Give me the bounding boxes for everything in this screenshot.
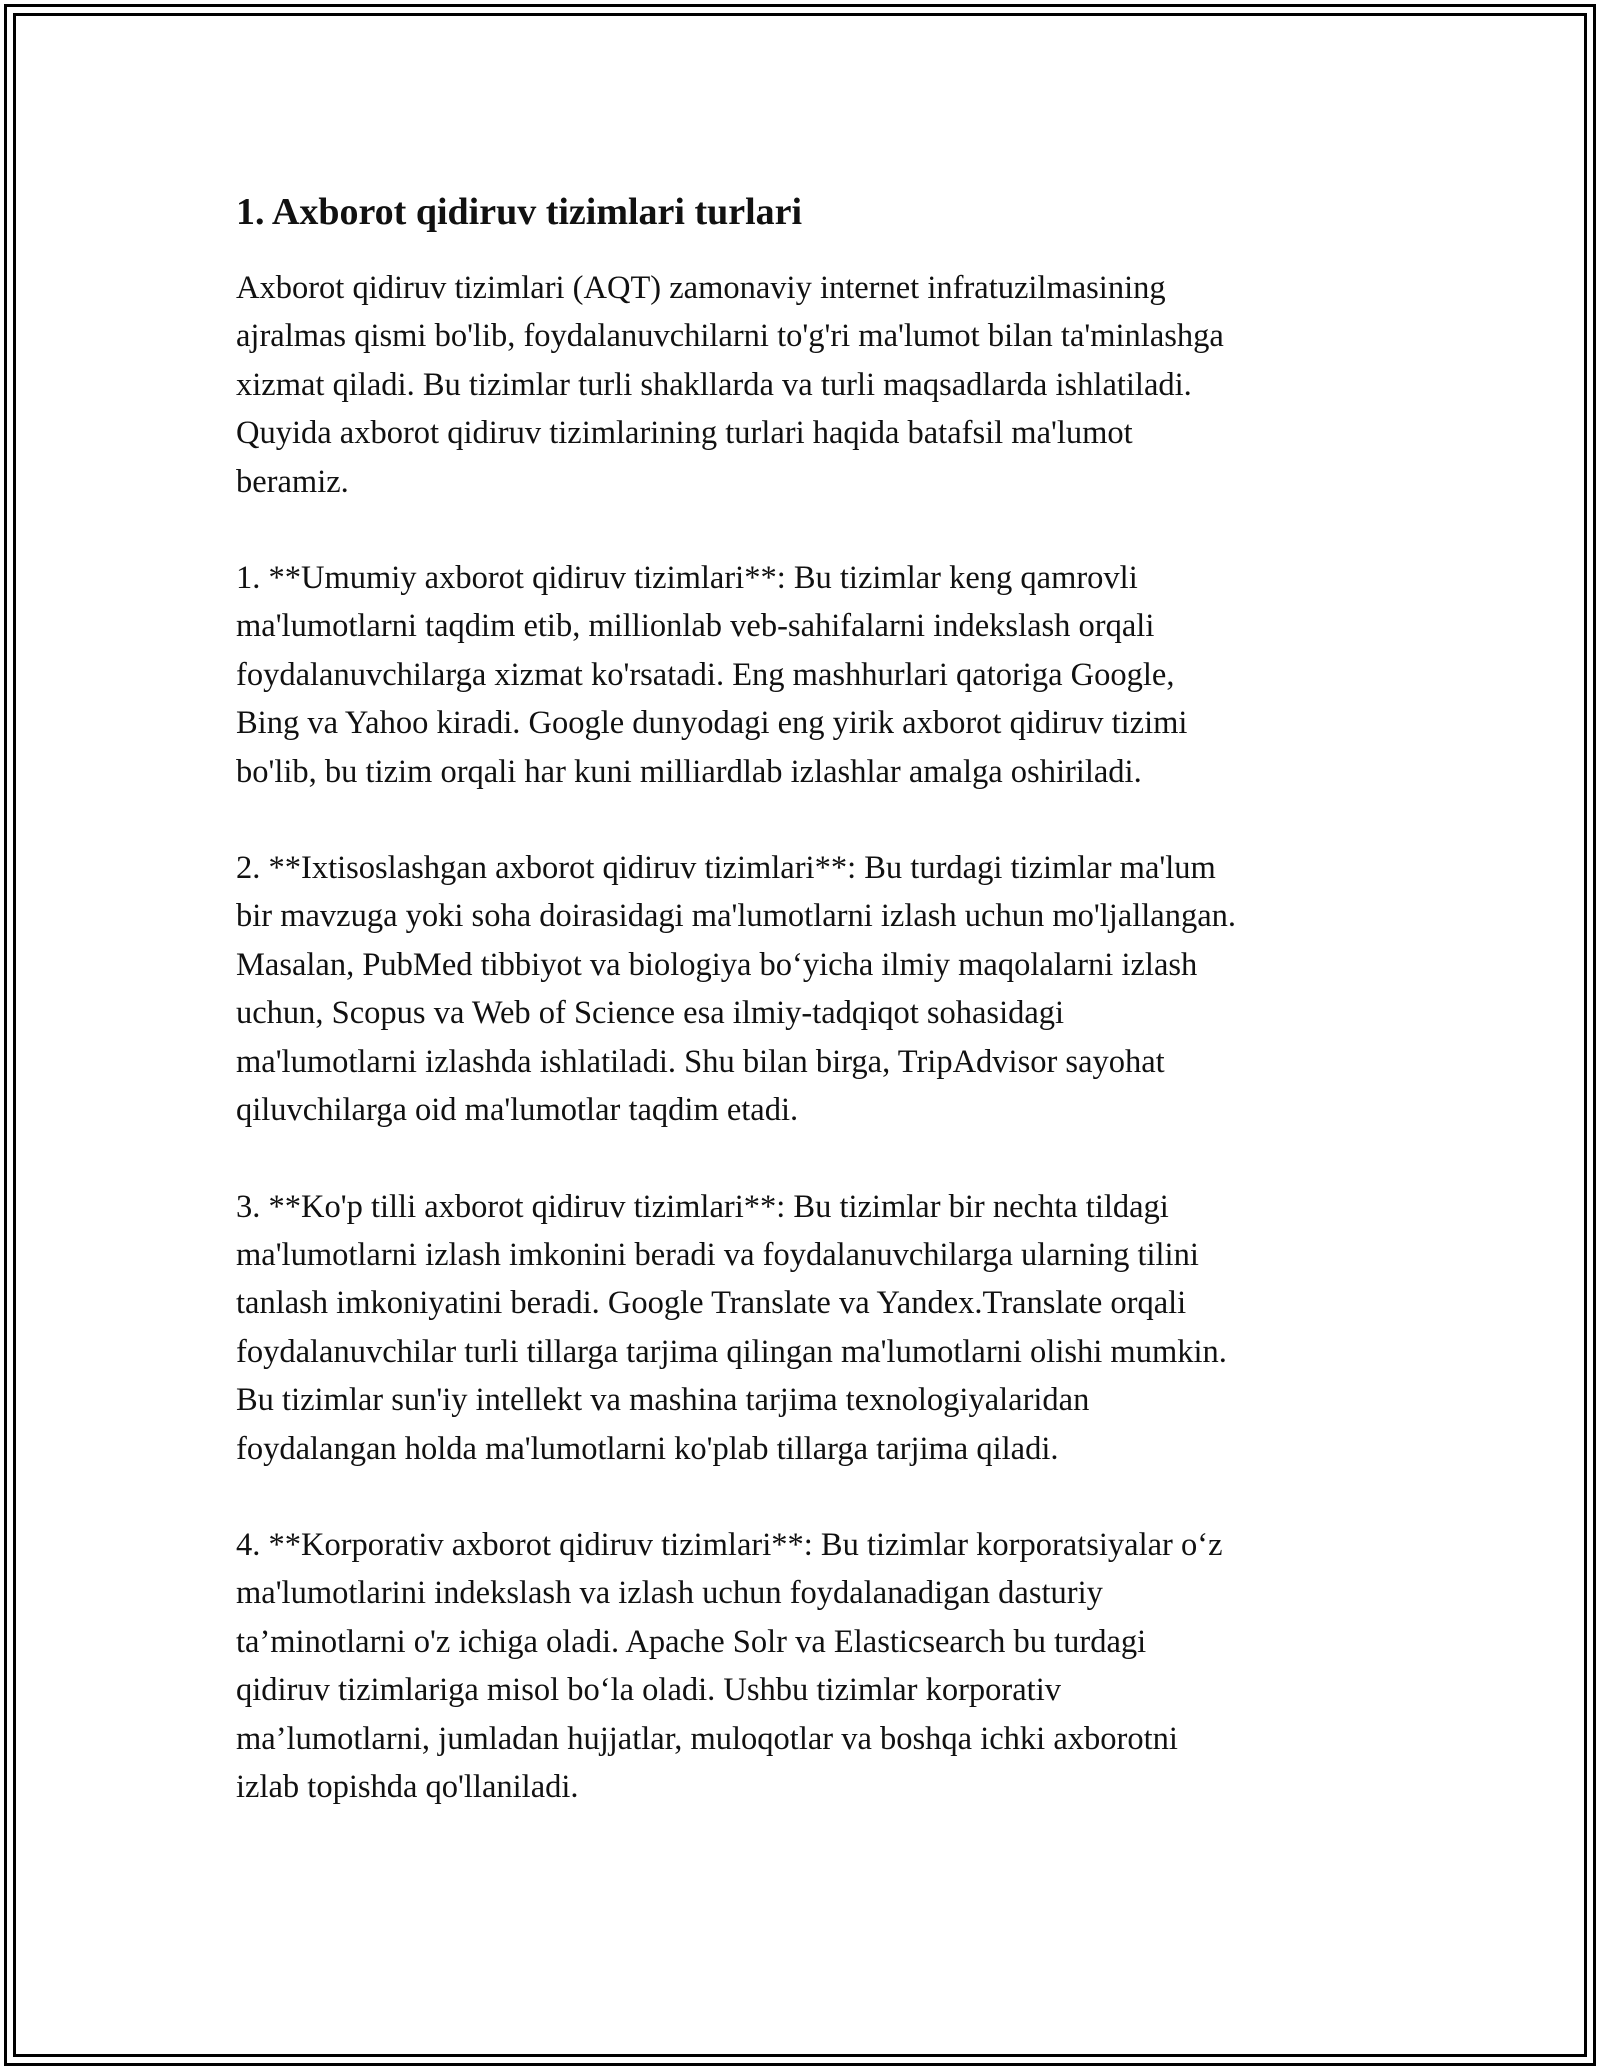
paragraph-multilingual-search xyxy=(236,1183,1376,1473)
paragraph-line: qidiruv tizimlariga misol bo‘la oladi. Ushbu tizimlar korporativ xyxy=(236,1672,1061,1709)
paragraph-line: 2. **Ixtisoslashgan axborot qidiruv tizimlari**: Bu turdagi tizimlar ma'lum xyxy=(236,850,1216,887)
paragraph-line: tanlash imkoniyatini beradi. Google Translate va Yandex.Translate orqali xyxy=(236,1285,1187,1322)
paragraph-line: Axborot qidiruv tizimlari (AQT) zamonaviy internet infratuzilmasining xyxy=(236,270,1166,306)
paragraph-line: 4. **Korporativ axborot qidiruv tizimlari**: Bu tizimlar korporatsiyalar o‘z xyxy=(236,1526,1223,1563)
paragraph-line: bir mavzuga yoki soha doirasidagi ma'lumotlarni izlash uchun mo'ljallangan. xyxy=(236,898,1237,935)
paragraph-line: ma'lumotlarni izlashda ishlatiladi. Shu bilan birga, TripAdvisor sayohat xyxy=(236,1043,1165,1080)
paragraph-line: 3. **Ko'p tilli axborot qidiruv tizimlari**: Bu tizimlar bir nechta tildagi xyxy=(236,1188,1169,1225)
document-body xyxy=(236,186,1376,1859)
paragraph-line: ta’minotlarni o'z ichiga oladi. Apache Solr va Elasticsearch bu turdagi xyxy=(236,1623,1147,1660)
paragraph-line: ma'lumotlarini indekslash va izlash uchun foydalanadigan dasturiy xyxy=(236,1575,1103,1612)
paragraph-line: Bu tizimlar sun'iy intellekt va mashina tarjima texnologiyalaridan xyxy=(236,1382,1090,1419)
paragraph-line: Quyida axborot qidiruv tizimlarining turlari haqida batafsil ma'lumot xyxy=(236,415,1133,452)
paragraph-intro xyxy=(236,264,1376,506)
paragraph-line: Bing va Yahoo kiradi. Google dunyodagi eng yirik axborot qidiruv tizimi xyxy=(236,705,1188,742)
paragraph-line: beramiz. xyxy=(236,463,349,500)
paragraph-specialized-search xyxy=(236,844,1376,1134)
paragraph-general-search xyxy=(236,554,1376,796)
paragraph-line: foydalanuvchilarga xizmat ko'rsatadi. Eng mashhurlari qatoriga Google, xyxy=(236,656,1175,693)
paragraph-line: ma’lumotlarni, jumladan hujjatlar, muloqotlar va boshqa ichki axborotni xyxy=(236,1720,1178,1757)
paragraph-corporate-search xyxy=(236,1521,1376,1811)
paragraph-line: ma'lumotlarni taqdim etib, millionlab veb-sahifalarni indekslash orqali xyxy=(236,608,1155,645)
paragraph-line: xizmat qiladi. Bu tizimlar turli shakllarda va turli maqsadlarda ishlatiladi. xyxy=(236,366,1192,403)
paragraph-line: foydalangan holda ma'lumotlarni ko'plab tillarga tarjima qiladi. xyxy=(236,1430,1059,1467)
paragraph-line: izlab topishda qo'llaniladi. xyxy=(236,1768,579,1805)
paragraph-line: Masalan, PubMed tibbiyot va biologiya bo‘yicha ilmiy maqolalarni izlash xyxy=(236,946,1198,983)
paragraph-line: 1. **Umumiy axborot qidiruv tizimlari**: Bu tizimlar keng qamrovli xyxy=(236,560,1138,597)
paragraph-line: ma'lumotlarni izlash imkonini beradi va foydalanuvchilarga ularning tilini xyxy=(236,1236,1199,1273)
paragraph-line: ajralmas qismi bo'lib, foydalanuvchilarni to'g'ri ma'lumot bilan ta'minlashga xyxy=(236,318,1224,355)
paragraph-line: foydalanuvchilar turli tillarga tarjima qilingan ma'lumotlarni olishi mumkin. xyxy=(236,1333,1227,1370)
paragraph-line: bo'lib, bu tizim orqali har kuni milliardlab izlashlar amalga oshiriladi. xyxy=(236,753,1142,790)
document-title: 1. Axborot qidiruv tizimlari turlari xyxy=(236,191,803,233)
paragraph-line: uchun, Scopus va Web of Science esa ilmiy-tadqiqot sohasidagi xyxy=(236,995,1065,1032)
paragraph-line: qiluvchilarga oid ma'lumotlar taqdim etadi. xyxy=(236,1092,799,1129)
